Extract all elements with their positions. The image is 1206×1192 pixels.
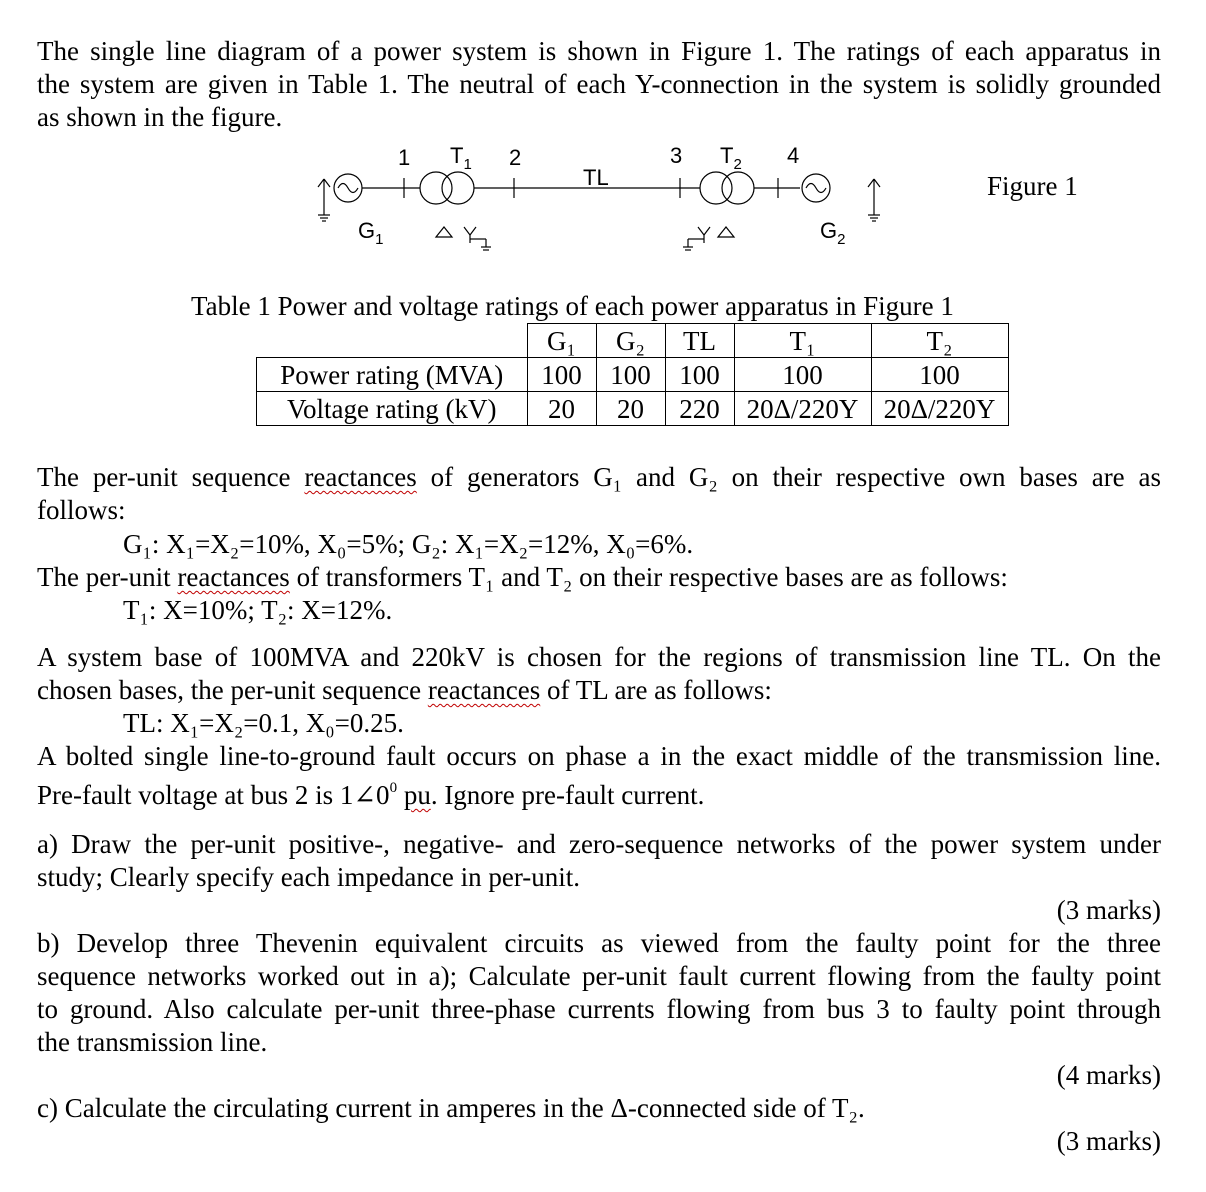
- bus-2-label: 2: [509, 145, 522, 170]
- fault-line-1: A bolted single line-to-ground fault occurs on phase a in the exact middle of the transmission line.: [37, 741, 1161, 771]
- table-cell: 20Δ/220Y: [734, 392, 871, 426]
- question-a-line-2: study; Clearly specify each impedance in per-unit.: [37, 862, 581, 892]
- header-cell: T₁: [734, 324, 871, 358]
- header-cell: G₁: [527, 324, 596, 358]
- t2-label: $T_2$: [720, 143, 742, 173]
- gen-line-1: The per-unit sequence reactances of generators G₁ and G₂ on their respective own bases are as: [37, 462, 1161, 492]
- base-values: TL: X₁=X₂=0.1, X₀=0.25.: [123, 708, 404, 738]
- t1-label: $T_1$: [450, 143, 472, 173]
- single-line-diagram: [300, 135, 920, 260]
- bus-3-label: 3: [670, 143, 683, 168]
- g1-y-arm-left: [318, 179, 324, 187]
- tl-label: TL: [583, 165, 609, 190]
- table-cell: 100: [871, 358, 1008, 392]
- question-c-line-1: c) Calculate the circulating current in amperes in the Δ-connected side of T₂.: [37, 1093, 865, 1123]
- trans-values: T₁: X=10%; T₂: X=12%.: [123, 595, 393, 625]
- t1-winding-2: [442, 172, 474, 204]
- table-row: [257, 392, 1009, 426]
- spell-flag-reactances: reactances: [304, 462, 417, 492]
- table-cell: 220: [665, 392, 734, 426]
- question-a-marks: (3 marks): [1056, 895, 1161, 925]
- header-cell: T₂: [871, 324, 1008, 358]
- trans-line-1: The per-unit reactances of transformers T₁ and T₂ on their respective bases are as follows:: [37, 562, 1008, 592]
- t1-delta-symbol: [436, 227, 452, 237]
- header-cell: G₂: [596, 324, 665, 358]
- g2-label: $G_2$: [820, 218, 846, 248]
- intro-line-2: the system are given in Table 1. The neutral of each Y-connection in the system is solidly grounded: [37, 69, 1161, 99]
- figure-caption: Figure 1: [987, 171, 1078, 201]
- question-c-marks: (3 marks): [1056, 1126, 1161, 1156]
- gen-line-2: follows:: [37, 495, 126, 525]
- table-cell: 100: [527, 358, 596, 392]
- table-cell: 100: [734, 358, 871, 392]
- base-line-1: A system base of 100MVA and 220kV is chosen for the regions of transmission line TL. On the: [37, 642, 1161, 672]
- row-label: Power rating (MVA): [257, 358, 528, 392]
- question-a-line-1: a) Draw the per-unit positive-, negative- and zero-sequence networks of the power system under: [37, 829, 1161, 859]
- gen-values: G₁: X₁=X₂=10%, X₀=5%; G₂: X₁=X₂=12%, X₀=6%.: [123, 529, 694, 559]
- question-b-line-2: sequence networks worked out in a); Calculate per-unit fault current flowing from the faulty point: [37, 961, 1161, 991]
- g1-label: $G_1$: [358, 218, 384, 248]
- question-b-line-4: the transmission line.: [37, 1027, 268, 1057]
- fault-line-2: Pre-fault voltage at bus 2 is $1\angle 0^0$ pu. Ignore pre-fault current.: [37, 780, 705, 810]
- base-line-2: chosen bases, the per-unit sequence reactances of TL are as follows:: [37, 675, 772, 705]
- table-row: [257, 358, 1009, 392]
- question-b-line-3: to ground. Also calculate per-unit three-phase currents flowing from bus 3 to faulty point through: [37, 994, 1161, 1024]
- row-label: Voltage rating (kV): [257, 392, 528, 426]
- t2-winding-2: [722, 172, 754, 204]
- intro-line-3: as shown in the figure.: [37, 102, 283, 132]
- bus-4-label: 4: [787, 143, 800, 168]
- intro-line-1: The single line diagram of a power system is shown in Figure 1. The ratings of each apparatus in: [37, 36, 1161, 66]
- header-cell: TL: [665, 324, 734, 358]
- g1-y-arm-right: [324, 179, 330, 187]
- ratings-table: [256, 323, 1009, 426]
- table-cell: 100: [596, 358, 665, 392]
- t2-delta-symbol: [718, 227, 734, 237]
- table-cell: 20Δ/220Y: [871, 392, 1008, 426]
- bus-1-label: 1: [398, 145, 411, 170]
- table-header-row: [257, 324, 1009, 358]
- table-cell: 20: [527, 392, 596, 426]
- table-caption: Table 1 Power and voltage ratings of each power apparatus in Figure 1: [191, 291, 954, 321]
- table-cell: 20: [596, 392, 665, 426]
- question-b-marks: (4 marks): [1056, 1060, 1161, 1090]
- question-b-line-1: b) Develop three Thevenin equivalent circuits as viewed from the faulty point for the three: [37, 928, 1161, 958]
- table-cell: 100: [665, 358, 734, 392]
